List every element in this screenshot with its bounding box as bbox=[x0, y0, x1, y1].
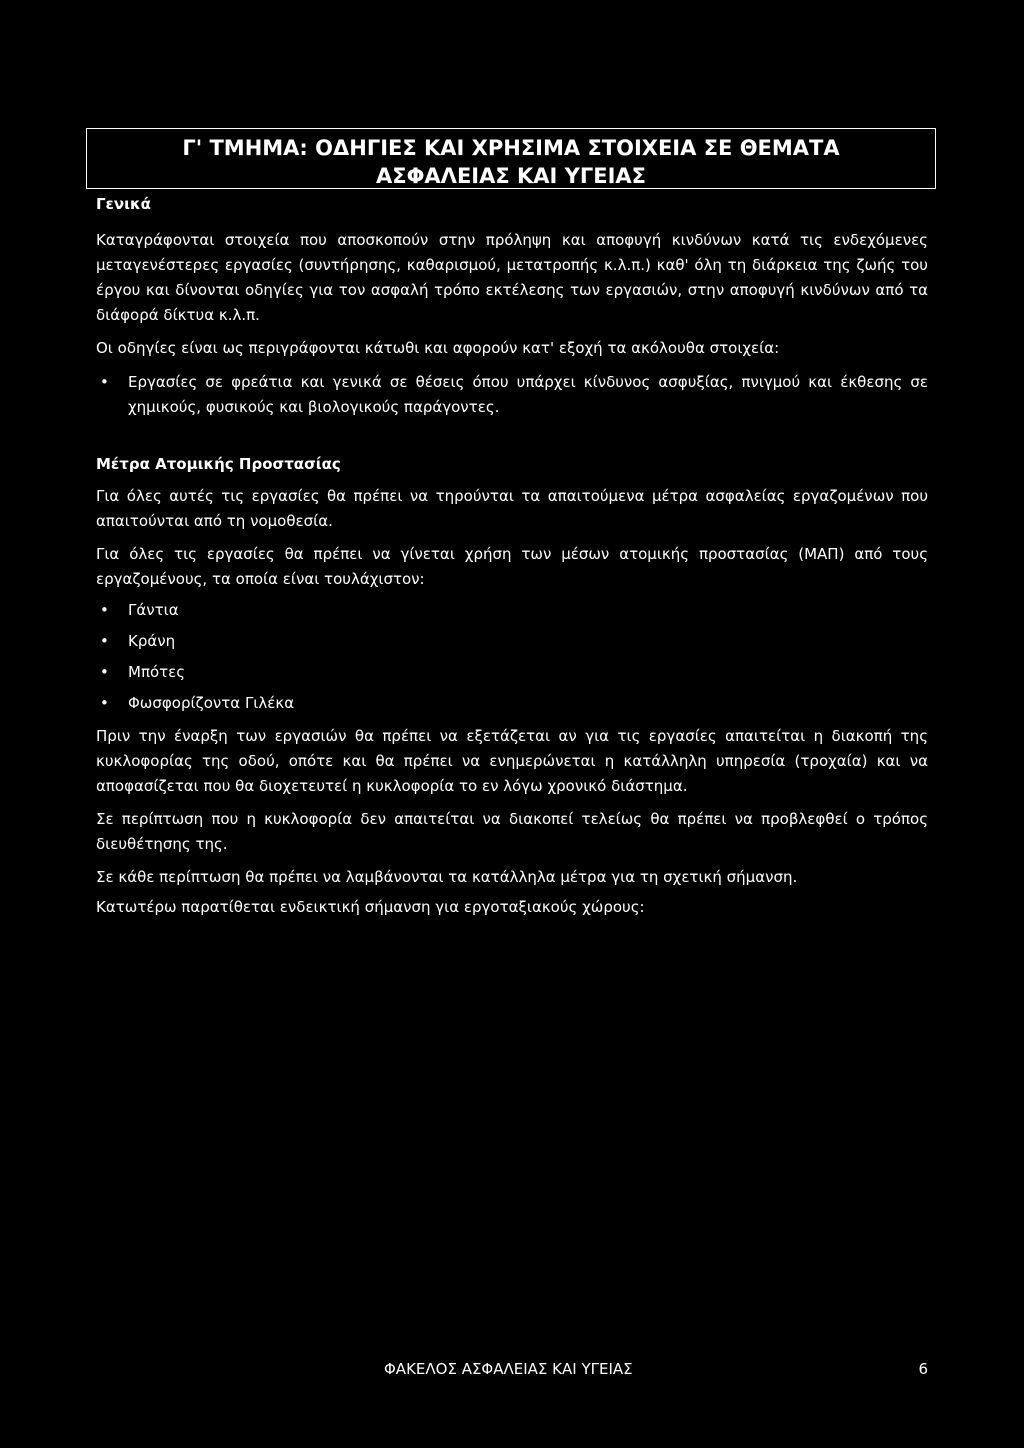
list-item bbox=[96, 370, 928, 420]
protection-paragraph-5: Σε κάθε περίπτωση θα πρέπει να λαμβάνονται τα κατάλληλα μέτρα για τη σχετική σήμανση. bbox=[96, 868, 798, 886]
protection-paragraph-1: Για όλες αυτές τις εργασίες θα πρέπει να τηρούνται τα απαιτούμενα μέτρα ασφαλείας εργαζομένων που απαιτούνται από τη νομοθεσία. bbox=[96, 487, 928, 530]
section-title-line-1: Γ' ΤΜΗΜΑ: ΟΔΗΓΙΕΣ ΚΑΙ ΧΡΗΣΙΜΑ ΣΤΟΙΧΕΙΑ ΣΕ ΘΕΜΑΤΑ bbox=[182, 136, 840, 160]
section-title-box bbox=[86, 128, 936, 189]
bullet-icon: • bbox=[100, 694, 109, 712]
list-item-text: Εργασίες σε φρεάτια και γενικά σε θέσεις όπου υπάρχει κίνδυνος ασφυξίας, πνιγμού και έκθεσης σε χημικούς, φυσικούς και βιολογικούς παράγοντες. bbox=[128, 373, 928, 416]
protection-paragraph-4: Σε περίπτωση που η κυκλοφορία δεν απαιτείται να διακοπεί τελείως θα πρέπει να προβλεφθεί ο τρόπος διευθέτησης της. bbox=[96, 810, 928, 853]
list-item-text: Κράνη bbox=[128, 632, 176, 650]
document-page bbox=[96, 128, 928, 920]
protection-paragraph-6: Κατωτέρω παρατίθεται ενδεικτική σήμανση για εργοταξιακούς χώρους: bbox=[96, 898, 645, 916]
list-item-text: Μπότες bbox=[128, 663, 186, 681]
general-paragraph-2: Οι οδηγίες είναι ως περιγράφονται κάτωθι και αφορούν κατ' εξοχή τα ακόλουθα στοιχεία: bbox=[96, 339, 780, 357]
list-item-text: Φωσφορίζοντα Γιλέκα bbox=[128, 694, 295, 712]
ppe-bullet-list bbox=[96, 598, 928, 716]
bullet-icon: • bbox=[100, 632, 109, 650]
protection-paragraph-3: Πριν την έναρξη των εργασιών θα πρέπει να εξετάζεται αν για τις εργασίες απαιτείται η διακοπή της κυκλοφορίας της οδού, οπότε και θα πρέπει να ενημερώνεται η κατάλληλη υπηρεσία (τροχαία) και να αποφασίζεται που θα διοχετευτεί η κυκλοφορία το εν λόγω χρονικό διάστημα. bbox=[96, 727, 928, 795]
list-item-text: Γάντια bbox=[128, 601, 179, 619]
list-item bbox=[96, 598, 928, 623]
protection-paragraph-2: Για όλες τις εργασίες θα πρέπει να γίνεται χρήση των μέσων ατομικής προστασίας (ΜΑΠ) από τους εργαζομένους, τα οποία είναι τουλάχιστον: bbox=[96, 545, 928, 588]
bullet-icon: • bbox=[100, 601, 109, 619]
general-heading: Γενικά bbox=[96, 195, 151, 213]
protection-heading: Μέτρα Ατομικής Προστασίας bbox=[96, 455, 341, 473]
bullet-icon: • bbox=[100, 373, 109, 391]
footer-title: ΦΑΚΕΛΟΣ ΑΣΦΑΛΕΙΑΣ ΚΑΙ ΥΓΕΙΑΣ bbox=[384, 1360, 633, 1378]
general-bullet-list bbox=[96, 370, 928, 420]
general-paragraph-1: Καταγράφονται στοιχεία που αποσκοπούν στην πρόληψη και αποφυγή κινδύνων κατά τις ενδεχόμενες μεταγενέστερες εργασίες (συντήρησης, καθαρισμού, μετατροπής κ.λ.π.) καθ' όλη τη διάρκεια της ζωής του έργου και δίνονται οδηγίες για τον ασφαλή τρόπο εκτέλεσης των εργασιών, στην αποφυγή κινδύνων από τα διάφορά δίκτυα κ.λ.π. bbox=[96, 231, 928, 324]
bullet-icon: • bbox=[100, 663, 109, 681]
list-item bbox=[96, 691, 928, 716]
page-number: 6 bbox=[918, 1360, 928, 1378]
section-title-line-2: ΑΣΦΑΛΕΙΑΣ ΚΑΙ ΥΓΕΙΑΣ bbox=[375, 164, 647, 188]
list-item bbox=[96, 660, 928, 685]
list-item bbox=[96, 629, 928, 654]
